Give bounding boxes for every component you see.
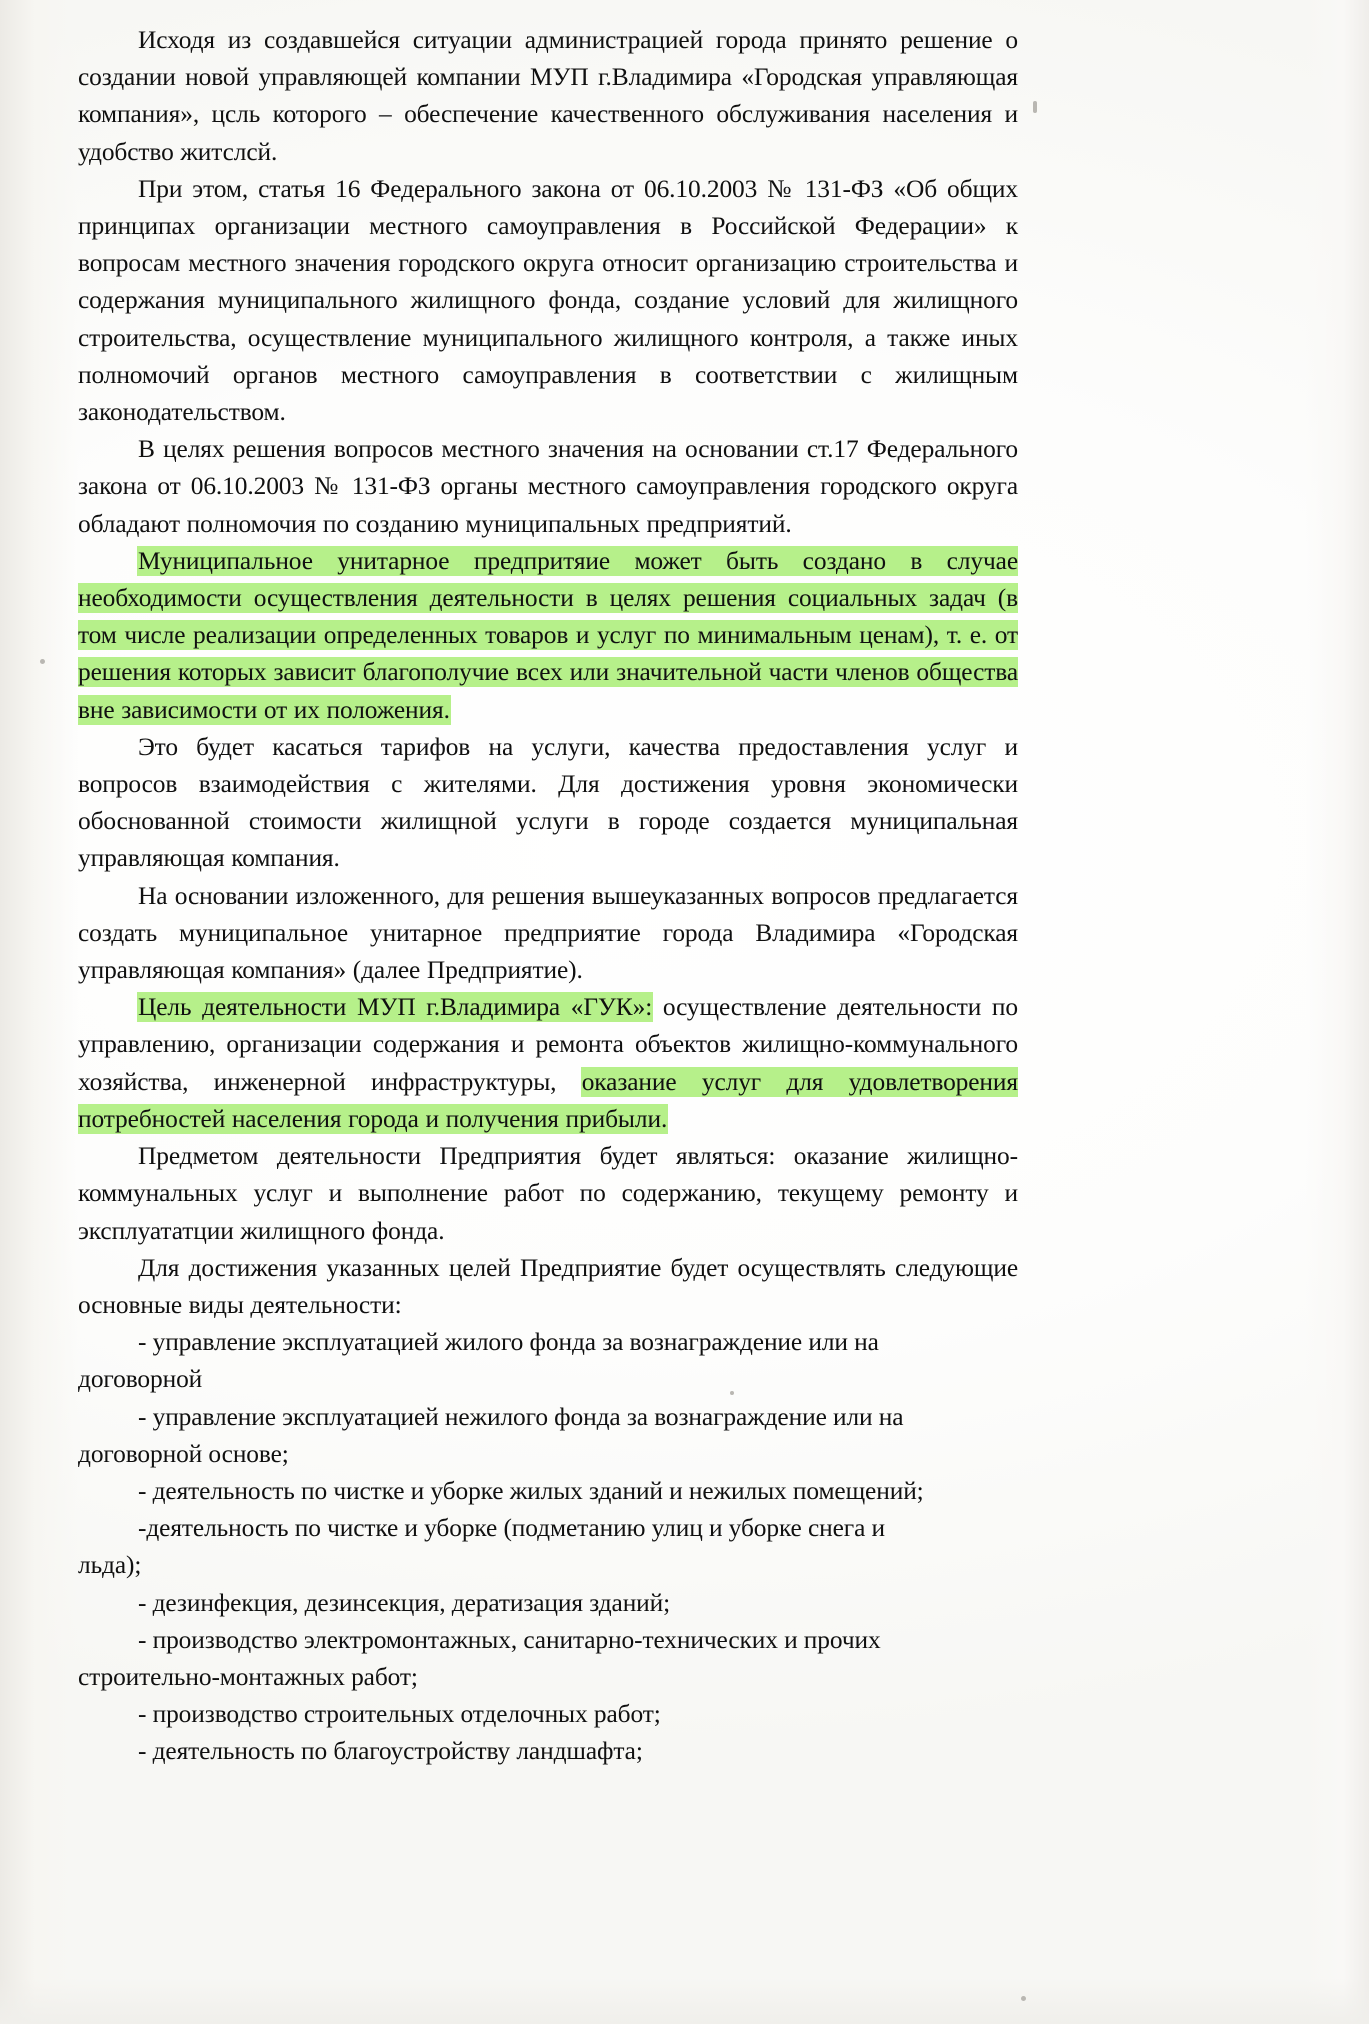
- list-item: [78, 1324, 1018, 1361]
- list-item-text: - деятельность по благоустройству ландшафта;: [138, 1737, 643, 1766]
- scan-edge-shadow-bottom: [0, 1978, 1369, 2024]
- paragraph-text: осуществление деятельности по управлению, организации содержания и ремонта объектов жилищно-коммунального хозяйства, инженерной инфраструктуры,: [78, 993, 1018, 1096]
- scan-edge-shadow-left: [0, 0, 78, 2024]
- list-item-text: - управление эксплуатацией жилого фонда за вознаграждение или на: [138, 1328, 879, 1357]
- list-item-text: - производство строительных отделочных работ;: [138, 1700, 661, 1729]
- list-item: [78, 1733, 1018, 1770]
- list-item-text: - дезинфекция, дезинсекция, дератизация зданий;: [138, 1588, 671, 1617]
- paragraph-text: На основании изложенного, для решения вышеуказанных вопросов предлагается создать муниципальное унитарное предприятие города Владимира «Городская управляющая компания» (далее Предприятие).: [78, 881, 1018, 985]
- list-item-text: - управление эксплуатацией нежилого фонда за вознаграждение или на: [138, 1402, 904, 1431]
- list-item-continuation: [78, 1436, 1018, 1473]
- highlighted-services-profit: оказание услуг для удовлетворения потребностей населения города и получения прибыли.: [78, 1067, 1018, 1133]
- list-item-text: - производство электромонтажных, санитарно-технических и прочих: [138, 1625, 881, 1654]
- list-item: [78, 1510, 1018, 1547]
- scan-speck: [40, 659, 45, 664]
- list-item: [78, 1585, 1018, 1622]
- list-item: [78, 1696, 1018, 1733]
- paragraph-federal-law-16: [78, 171, 1018, 431]
- paragraph-proposal: [78, 878, 1018, 990]
- paragraph-list-lead-in: [78, 1250, 1018, 1324]
- paragraph-text: В целях решения вопросов местного значения на основании ст.17 Федерального закона от 06.10.2003 № 131-ФЗ органы местного самоуправления городского округа обладают полномочия по созданию муниципальных предприятий.: [78, 435, 1018, 538]
- list-item: [78, 1622, 1018, 1659]
- paragraph-tariffs: [78, 729, 1018, 878]
- list-item-text: - деятельность по чистке и уборке жилых зданий и нежилых помещений;: [138, 1476, 924, 1505]
- list-item-continuation-text: договорной основе;: [78, 1439, 289, 1468]
- paragraph-text: Для достижения указанных целей Предприятие будет осуществлять следующие основные виды деятельности:: [78, 1253, 1018, 1319]
- scan-speck: [1021, 1996, 1026, 2001]
- list-item-continuation-text: строительно-монтажных работ;: [78, 1662, 418, 1691]
- highlighted-purpose-label: Цель деятельности МУП г.Владимира «ГУК»:: [138, 993, 653, 1022]
- list-item: [78, 1473, 1018, 1510]
- paragraph-text: Предметом деятельности Предприятия будет являться: оказание жилищно-коммунальных услуг и выполнение работ по содержанию, текущему ремонту и эксплуататции жилищного фонда.: [78, 1142, 1018, 1245]
- list-item-continuation: [78, 1659, 1018, 1696]
- paragraph-purpose-of-activity: [78, 989, 1018, 1138]
- paragraph-intro: [78, 22, 1018, 171]
- paragraph-article-17: [78, 431, 1018, 543]
- scan-speck: [1033, 101, 1037, 113]
- list-item-continuation-text: договорной: [78, 1365, 203, 1394]
- paragraph-subject-of-activity: [78, 1138, 1018, 1250]
- list-item: [78, 1399, 1018, 1436]
- highlighted-text: Муниципальное унитарное предпритяие может быть создано в случае необходимости осуществления деятельности в целях решения социальных задач (в том числе реализации определенных товаров и услуг по минимальным ценам), т. е. от решения которых зависит благополучие всех или значительной части членов общества вне зависимости от их положения.: [78, 546, 1018, 724]
- document-text-body: [78, 22, 1018, 1771]
- list-item-continuation-text: льда);: [78, 1551, 142, 1580]
- paragraph-highlighted-unitary-enterprise: [78, 543, 1018, 729]
- list-item-continuation: [78, 1361, 1018, 1398]
- scan-edge-shadow-right: [1305, 0, 1369, 2024]
- paragraph-text: Это будет касаться тарифов на услуги, качества предоставления услуг и вопросов взаимодействия с жителями. Для достижения уровня экономически обоснованной стоимости жилищной услуги в городе создается муниципальная управляющая компания.: [78, 732, 1018, 873]
- list-item-text: -деятельность по чистке и уборке (подметанию улиц и уборке снега и: [138, 1514, 886, 1543]
- paragraph-text: Исходя из создавшейся ситуации администрацией города принято решение о создании новой управляющей компании МУП г.Владимира «Городская управляющая компания», цсль которого – обеспечение качественного обслуживания населения и удобство житслсй.: [78, 26, 1018, 166]
- paragraph-text: При этом, статья 16 Федерального закона от 06.10.2003 № 131-ФЗ «Об общих принципах организации местного самоуправления в Российской Федерации» к вопросам местного значения городского округа относит организацию строительства и содержания муниципального жилищного фонда, создание условий для жилищного строительства, осуществление муниципального жилищного контроля, а также иных полномочий органов местного самоуправления в соответствии с жилищным законодательством.: [78, 174, 1018, 427]
- list-item-continuation: [78, 1547, 1018, 1584]
